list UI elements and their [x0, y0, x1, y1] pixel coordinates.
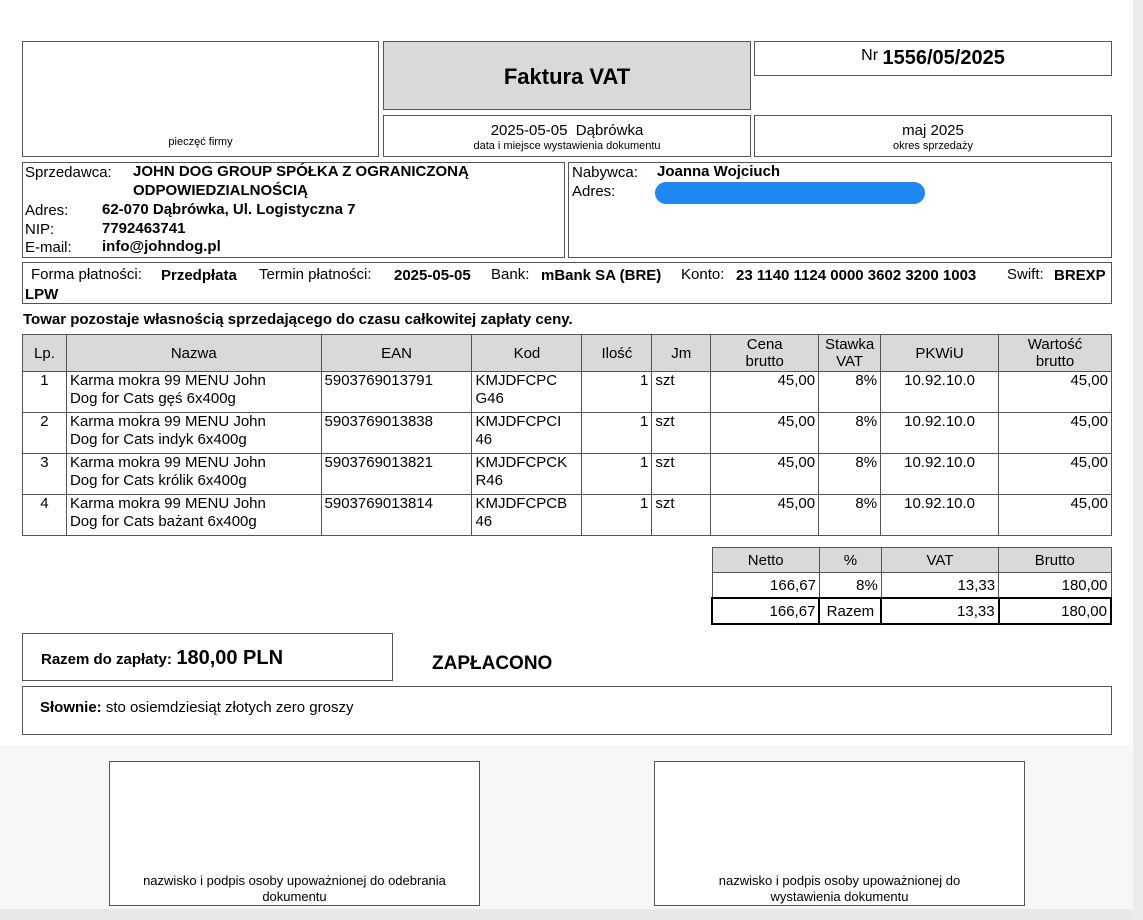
- row-code-line1: KMJDFCPC: [475, 372, 558, 389]
- issuer-signature-box: [654, 761, 1025, 906]
- page-bottom-edge: [0, 909, 1133, 920]
- summary-col-gross: Brutto: [999, 548, 1111, 573]
- row-price: 45,00: [711, 413, 819, 454]
- table-row: [23, 495, 1112, 536]
- receiver-caption: [110, 873, 479, 905]
- summary-header-row: [712, 548, 1111, 573]
- row-name-line2: Dog for Cats bażant 6x400g: [69, 513, 257, 530]
- invoice-number-line: [755, 47, 1111, 70]
- row-pkwiu: 10.92.10.0: [881, 413, 999, 454]
- row-name-line1: Karma mokra 99 MENU John: [69, 413, 266, 430]
- row-lp: 2: [23, 413, 67, 454]
- issuer-caption-line1: nazwisko i podpis osoby upoważnionej do: [718, 873, 961, 888]
- col-value-line2: brutto: [1035, 353, 1075, 370]
- row-name: [66, 454, 321, 495]
- words-label: Słownie:: [40, 699, 102, 716]
- row-name-line1: Karma mokra 99 MENU John: [69, 372, 266, 389]
- items-table: [22, 334, 1112, 536]
- col-lp: Lp.: [23, 335, 67, 372]
- sale-period-caption: okres sprzedaży: [892, 140, 974, 152]
- row-pkwiu: 10.92.10.0: [881, 372, 999, 413]
- row-code-line2: 46: [475, 431, 493, 448]
- row-qty: 1: [582, 413, 652, 454]
- summary-rate-vat: 13,33: [881, 573, 998, 599]
- payment-due-label: Termin płatności:: [259, 266, 372, 283]
- seller-label: Sprzedawca:: [25, 164, 112, 181]
- sale-period-box: [754, 115, 1112, 157]
- summary-total-net: 166,67: [712, 598, 819, 624]
- table-row: [23, 454, 1112, 495]
- payment-method-label: Forma płatności:: [31, 266, 142, 283]
- summary-col-net: Netto: [712, 548, 819, 573]
- row-qty: 1: [582, 495, 652, 536]
- page-margin-right: [1133, 0, 1143, 920]
- bank-name: mBank SA (BRE): [541, 267, 662, 284]
- summary-rate-row: [712, 573, 1111, 599]
- summary-total-label: Razem: [819, 598, 881, 624]
- table-row: [23, 372, 1112, 413]
- buyer-label: Nabywca:: [572, 164, 638, 181]
- amount-due-label: Razem do zapłaty:: [41, 651, 172, 668]
- amount-in-words-line: [40, 699, 353, 716]
- row-name-line1: Karma mokra 99 MENU John: [69, 495, 266, 512]
- receiver-signature-box: [109, 761, 480, 906]
- row-name-line1: Karma mokra 99 MENU John: [69, 454, 266, 471]
- row-name-line2: Dog for Cats królik 6x400g: [69, 472, 247, 489]
- row-vat: 8%: [819, 454, 881, 495]
- row-name-line2: Dog for Cats indyk 6x400g: [69, 431, 247, 448]
- col-vat-line1: Stawka: [825, 336, 875, 353]
- paid-stamp: ZAPŁACONO: [432, 653, 553, 674]
- issue-place: Dąbrówka: [575, 122, 644, 139]
- items-header-row: [23, 335, 1112, 372]
- summary-rate-gross: 180,00: [999, 573, 1111, 599]
- row-lp: 3: [23, 454, 67, 495]
- col-price-line1: Cena: [746, 336, 783, 353]
- row-name-line2: Dog for Cats gęś 6x400g: [69, 390, 236, 407]
- col-value-line1: Wartość: [1027, 336, 1083, 353]
- row-code: [472, 413, 582, 454]
- row-code-line2: G46: [475, 390, 504, 407]
- invoice-title-box: [383, 41, 751, 110]
- row-value: 45,00: [999, 372, 1112, 413]
- receiver-caption-line2: dokumentu: [262, 889, 327, 904]
- amount-due-line: [41, 647, 283, 670]
- row-code: [472, 454, 582, 495]
- amount-due-box: [22, 633, 393, 681]
- row-price: 45,00: [711, 454, 819, 495]
- row-ean: 5903769013814: [321, 495, 472, 536]
- account-number: 23 1140 1124 0000 3602 3200 1003: [736, 267, 977, 284]
- summary-total-row: [712, 598, 1111, 624]
- row-ean: 5903769013838: [321, 413, 472, 454]
- bank-label: Bank:: [491, 266, 530, 283]
- amount-in-words-box: [22, 686, 1112, 735]
- row-name: [66, 495, 321, 536]
- row-qty: 1: [582, 372, 652, 413]
- invoice-number: 1556/05/2025: [882, 47, 1005, 69]
- col-vat-line2: VAT: [836, 353, 864, 370]
- row-code: [472, 372, 582, 413]
- col-ean: EAN: [321, 335, 472, 372]
- seller-name-line2: ODPOWIEDZIALNOŚCIĄ: [133, 182, 308, 199]
- payment-box: [22, 262, 1112, 304]
- swift-label: Swift:: [1007, 266, 1044, 283]
- seller-name-line1: JOHN DOG GROUP SPÓŁKA Z OGRANICZONĄ: [133, 163, 469, 180]
- payment-due: 2025-05-05: [394, 267, 471, 284]
- row-code-line2: 46: [475, 513, 493, 530]
- row-pkwiu: 10.92.10.0: [881, 454, 999, 495]
- col-price-line2: brutto: [745, 353, 784, 370]
- row-lp: 4: [23, 495, 67, 536]
- row-value: 45,00: [999, 413, 1112, 454]
- col-code: Kod: [472, 335, 582, 372]
- summary-rate-net: 166,67: [712, 573, 819, 599]
- row-vat: 8%: [819, 372, 881, 413]
- row-unit: szt: [652, 372, 711, 413]
- issuer-caption-line2: wystawienia dokumentu: [770, 889, 909, 904]
- issuer-caption: [655, 873, 1024, 905]
- col-price: [711, 335, 819, 372]
- row-ean: 5903769013821: [321, 454, 472, 495]
- row-name: [66, 413, 321, 454]
- buyer-address-label: Adres:: [572, 183, 616, 200]
- seller-email: info@johndog.pl: [102, 238, 221, 255]
- row-unit: szt: [652, 495, 711, 536]
- row-unit: szt: [652, 454, 711, 495]
- summary-col-pct: %: [819, 548, 881, 573]
- seller-nip-label: NIP:: [25, 221, 55, 238]
- row-ean: 5903769013791: [321, 372, 472, 413]
- swift-code-part1: BREXP: [1054, 267, 1106, 284]
- summary-rate-pct: 8%: [819, 573, 881, 599]
- issue-caption: data i miejsce wystawienia dokumentu: [473, 140, 661, 152]
- row-name: [66, 372, 321, 413]
- seller-address: 62-070 Dąbrówka, Ul. Logistyczna 7: [102, 201, 356, 218]
- seller-email-label: E-mail:: [25, 239, 72, 256]
- col-pkwiu: PKWiU: [881, 335, 999, 372]
- row-pkwiu: 10.92.10.0: [881, 495, 999, 536]
- summary-total-gross: 180,00: [999, 598, 1111, 624]
- invoice-number-box: [754, 41, 1112, 76]
- table-row: [23, 413, 1112, 454]
- row-value: 45,00: [999, 495, 1112, 536]
- col-vat-rate: [819, 335, 881, 372]
- seller-nip: 7792463741: [102, 220, 186, 237]
- row-vat: 8%: [819, 495, 881, 536]
- row-unit: szt: [652, 413, 711, 454]
- summary-total-vat: 13,33: [881, 598, 998, 624]
- col-unit: Jm: [652, 335, 711, 372]
- company-stamp-box: [22, 41, 379, 157]
- words-value: sto osiemdziesiąt złotych zero groszy: [105, 699, 354, 716]
- buyer-address-redaction: [655, 182, 925, 204]
- vat-summary-table: [711, 547, 1112, 625]
- row-code: [472, 495, 582, 536]
- row-lp: 1: [23, 372, 67, 413]
- account-label: Konto:: [681, 266, 725, 283]
- row-vat: 8%: [819, 413, 881, 454]
- row-code-line1: KMJDFCPCB: [475, 495, 568, 512]
- row-qty: 1: [582, 454, 652, 495]
- row-price: 45,00: [711, 372, 819, 413]
- row-value: 45,00: [999, 454, 1112, 495]
- swift-code-part2: LPW: [25, 286, 59, 303]
- summary-col-vat: VAT: [881, 548, 998, 573]
- issue-date-box: [383, 115, 751, 157]
- number-prefix: Nr: [861, 47, 879, 64]
- row-price: 45,00: [711, 495, 819, 536]
- stamp-caption: pieczęć firmy: [168, 136, 233, 148]
- seller-box: [22, 162, 565, 258]
- invoice-title: Faktura VAT: [503, 64, 631, 89]
- row-code-line1: KMJDFCPCK: [475, 454, 568, 471]
- receiver-caption-line1: nazwisko i podpis osoby upoważnionej do odebrania: [143, 873, 446, 888]
- ownership-note: Towar pozostaje własnością sprzedającego do czasu całkowitej zapłaty ceny.: [23, 311, 573, 328]
- row-code-line2: R46: [475, 472, 503, 489]
- sale-period: maj 2025: [902, 122, 964, 139]
- issue-date: 2025-05-05: [490, 122, 568, 139]
- col-value: [999, 335, 1112, 372]
- col-qty: Ilość: [582, 335, 652, 372]
- buyer-box: [568, 162, 1112, 258]
- buyer-name: Joanna Wojciuch: [657, 163, 781, 180]
- seller-address-label: Adres:: [25, 202, 69, 219]
- col-name: Nazwa: [66, 335, 321, 372]
- issue-date-place: [384, 122, 750, 139]
- payment-method: Przedpłata: [161, 267, 237, 284]
- row-code-line1: KMJDFCPCI: [475, 413, 562, 430]
- amount-due-value: 180,00 PLN: [176, 647, 284, 669]
